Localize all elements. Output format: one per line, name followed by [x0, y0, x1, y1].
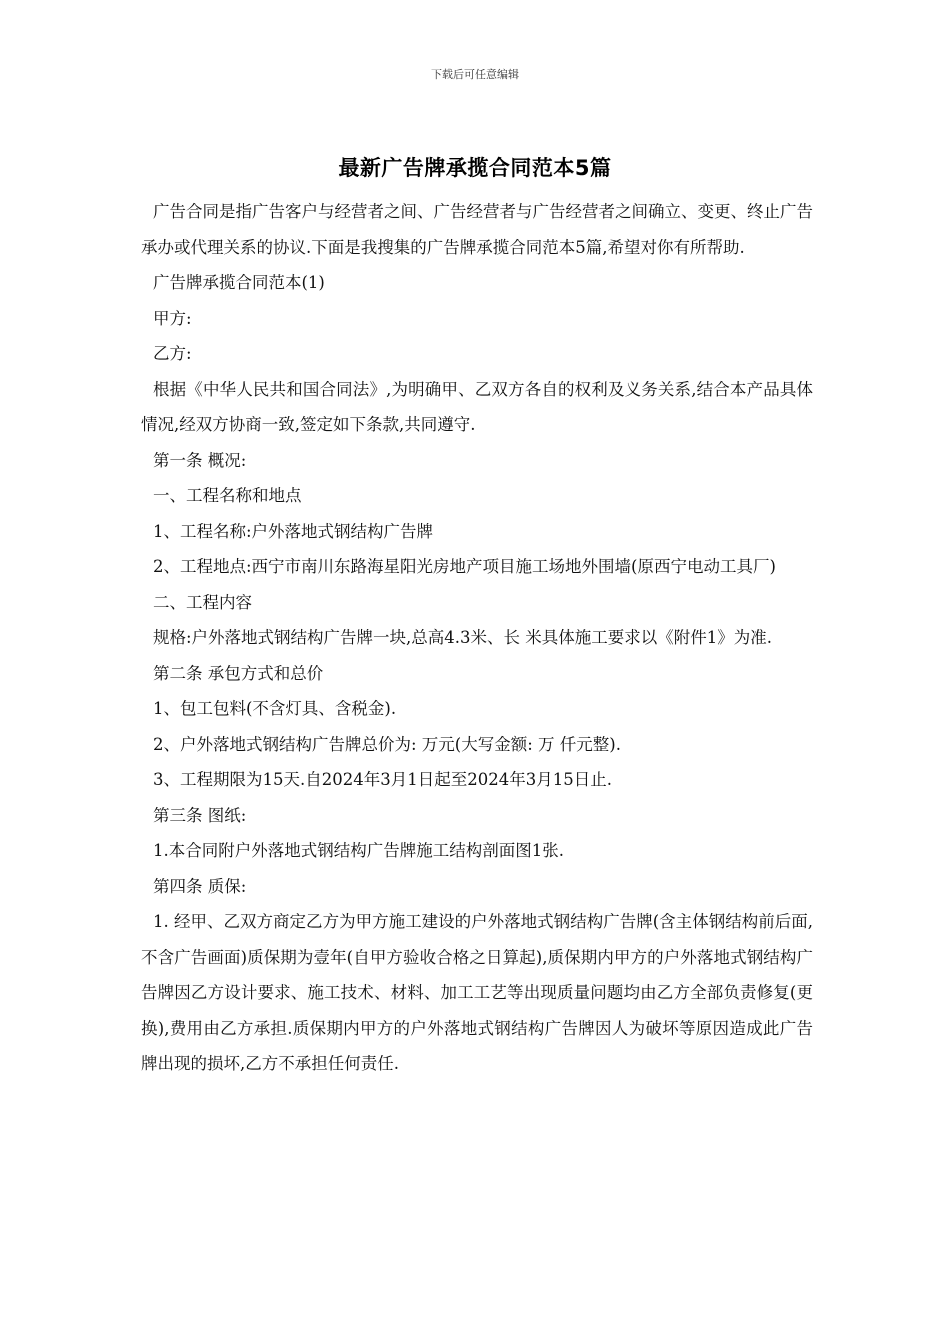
paragraph-drawings: 1.本合同附户外落地式钢结构广告牌施工结构剖面图1张. [153, 841, 564, 860]
paragraph-project-content: 二、工程内容 [153, 592, 252, 612]
paragraph-project-location: 2、工程地点:西宁市南川东路海星阳光房地产项目施工场地外围墙(原西宁电动工具厂) [153, 557, 776, 576]
paragraph-project-period: 3、工程期限为15天.自2024年3月1日起至2024年3月15日止. [153, 770, 612, 789]
paragraph-article-4: 第四条 质保: [153, 876, 247, 896]
paragraph-article-1: 第一条 概况: [153, 450, 247, 470]
document-title: 最新广告牌承揽合同范本5篇 [338, 156, 612, 180]
header-note: 下载后可任意编辑 [431, 68, 519, 81]
paragraph-warranty: 1. 经甲、乙双方商定乙方为甲方施工建设的户外落地式钢结构广告牌(含主体钢结构前后面,不含广告画面)质保期为壹年(自甲方验收合格之日算起),质保期内甲方的户外落地式钢结构广告牌因乙方设计要求、施工技术、材料、加工工艺等出现质量问题均由乙方全部负责修复(更换),费用由乙方承担.质保期内甲方的户外落地式钢结构广告牌因人为破坏等原因造成此广告牌出现的损坏,乙方不承担任何责任. [141, 912, 813, 1073]
paragraph-section-heading: 广告牌承揽合同范本(1) [153, 273, 325, 292]
paragraph-basis: 根据《中华人民共和国合同法》,为明确甲、乙双方各自的权利及义务关系,结合本产品具体情况,经双方协商一致,签定如下条款,共同遵守. [141, 379, 813, 434]
paragraph-project-name-location: 一、工程名称和地点 [153, 486, 302, 505]
paragraph-party-a: 甲方: [153, 308, 192, 328]
paragraph-intro: 广告合同是指广告客户与经营者之间、广告经营者与广告经营者之间确立、变更、终止广告承办或代理关系的协议.下面是我搜集的广告牌承揽合同范本5篇,希望对你有所帮助. [141, 202, 813, 257]
paragraph-total-price: 2、户外落地式钢结构广告牌总价为: 万元(大写金额: 万 仟元整). [153, 734, 621, 754]
document-body [141, 194, 813, 1082]
paragraph-article-3: 第三条 图纸: [153, 805, 247, 825]
paragraph-specification: 规格:户外落地式钢结构广告牌一块,总高4.3米、长 米具体施工要求以《附件1》为准. [153, 628, 773, 647]
paragraph-party-b: 乙方: [153, 344, 192, 363]
paragraph-project-name: 1、工程名称:户外落地式钢结构广告牌 [153, 521, 434, 541]
paragraph-contract-method: 1、包工包料(不含灯具、含税金). [153, 699, 397, 718]
paragraph-article-2: 第二条 承包方式和总价 [153, 663, 324, 683]
